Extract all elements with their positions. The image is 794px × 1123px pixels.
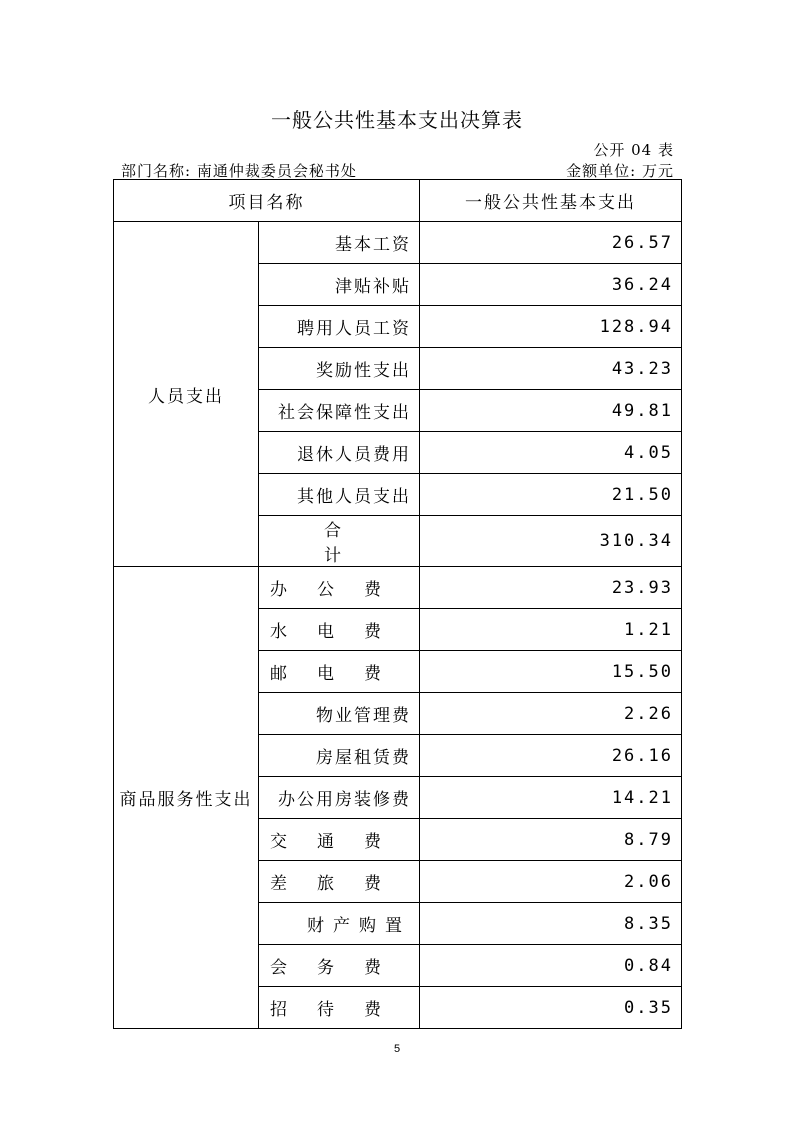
item-label: 津贴补贴 (259, 264, 420, 306)
item-label: 基本工资 (259, 222, 420, 264)
group-label: 商品服务性支出 (114, 567, 259, 1029)
item-amount: 128.94 (420, 306, 682, 348)
item-amount: 2.06 (420, 861, 682, 903)
item-label: 房屋租赁费 (259, 735, 420, 777)
item-label: 奖励性支出 (259, 348, 420, 390)
item-label: 其他人员支出 (259, 474, 420, 516)
item-label: 合计 (259, 516, 420, 567)
item-label: 聘用人员工资 (259, 306, 420, 348)
item-amount: 26.16 (420, 735, 682, 777)
item-amount: 43.23 (420, 348, 682, 390)
item-label: 交通费 (259, 819, 420, 861)
item-amount: 21.50 (420, 474, 682, 516)
item-amount: 1.21 (420, 609, 682, 651)
item-label: 社会保障性支出 (259, 390, 420, 432)
item-amount: 2.26 (420, 693, 682, 735)
header-item-name: 项目名称 (114, 180, 420, 222)
item-amount: 0.84 (420, 945, 682, 987)
item-amount: 26.57 (420, 222, 682, 264)
amount-unit: 金额单位: 万元 (566, 162, 674, 180)
item-label: 退休人员费用 (259, 432, 420, 474)
item-amount: 4.05 (420, 432, 682, 474)
item-amount: 0.35 (420, 987, 682, 1029)
item-label: 办公用房装修费 (259, 777, 420, 819)
form-number: 公开 04 表 (593, 141, 674, 159)
department-name: 部门名称: 南通仲裁委员会秘书处 (121, 162, 357, 180)
item-amount: 15.50 (420, 651, 682, 693)
page-title: 一般公共性基本支出决算表 (271, 108, 523, 132)
item-label: 水电费 (259, 609, 420, 651)
item-amount: 8.79 (420, 819, 682, 861)
item-label: 招待费 (259, 987, 420, 1029)
header-amount: 一般公共性基本支出 (420, 180, 682, 222)
group-label: 人员支出 (114, 222, 259, 567)
item-label: 会务费 (259, 945, 420, 987)
budget-table (113, 179, 682, 1029)
item-amount: 23.93 (420, 567, 682, 609)
page-number: 5 (393, 1043, 401, 1055)
item-label: 差旅费 (259, 861, 420, 903)
item-amount: 49.81 (420, 390, 682, 432)
table-header-row (114, 180, 682, 222)
item-label: 财产购置 (259, 903, 420, 945)
item-label: 邮电费 (259, 651, 420, 693)
item-amount: 8.35 (420, 903, 682, 945)
table-row (114, 222, 682, 264)
item-amount: 36.24 (420, 264, 682, 306)
item-label: 办公费 (259, 567, 420, 609)
item-amount: 14.21 (420, 777, 682, 819)
table-row (114, 567, 682, 609)
table-body (114, 222, 682, 1029)
item-amount: 310.34 (420, 516, 682, 567)
item-label: 物业管理费 (259, 693, 420, 735)
